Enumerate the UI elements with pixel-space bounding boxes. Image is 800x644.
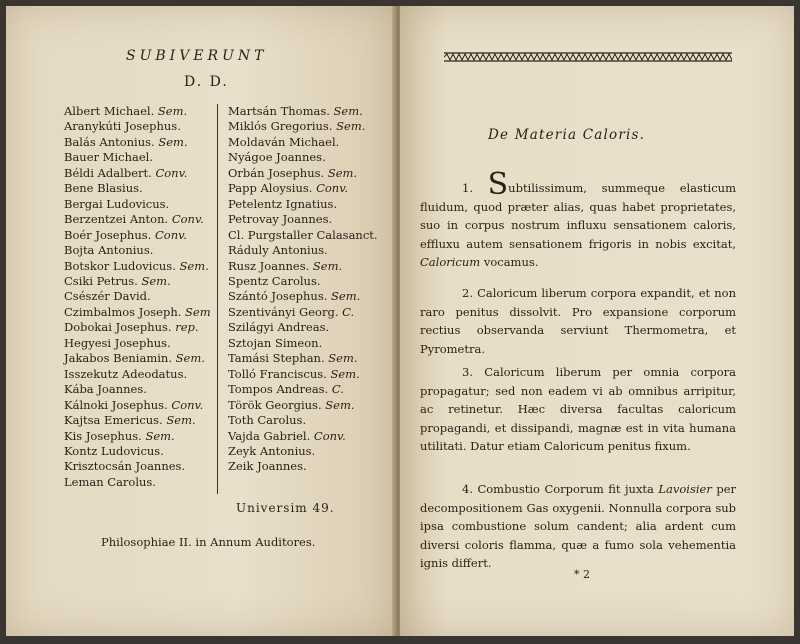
list-item bbox=[64, 119, 211, 134]
name-text: Miklós Gregorius. bbox=[228, 119, 333, 134]
list-item bbox=[64, 398, 211, 413]
status-tag: Sem. bbox=[336, 119, 366, 134]
name-text: Dobokai Josephus. bbox=[64, 320, 172, 335]
list-item bbox=[64, 305, 211, 320]
list-item bbox=[64, 475, 211, 490]
list-item bbox=[64, 382, 211, 397]
list-item bbox=[64, 228, 211, 243]
list-item bbox=[64, 289, 211, 304]
list-item bbox=[64, 212, 211, 227]
name-text: Balás Antonius. bbox=[64, 134, 155, 149]
list-item bbox=[228, 305, 378, 320]
list-item bbox=[64, 336, 211, 351]
name-text: Spentz Carolus. bbox=[228, 273, 321, 288]
name-text: Ráduly Antonius. bbox=[228, 243, 328, 258]
status-tag: Sem. bbox=[333, 104, 363, 118]
name-text: Moldaván Michael. bbox=[228, 134, 340, 149]
paragraph-4-number: 4. bbox=[462, 482, 473, 496]
drop-cap: S bbox=[487, 167, 509, 202]
name-text: Szentiványi Georg. bbox=[228, 304, 339, 319]
name-text: Nyágoe Joannes. bbox=[228, 150, 326, 165]
paragraph-2-number: 2. bbox=[462, 286, 473, 300]
name-text: Kis Josephus. bbox=[64, 428, 142, 443]
list-item bbox=[64, 135, 211, 150]
name-text: Bene Blasius. bbox=[64, 181, 143, 196]
name-text: Papp Aloysius. bbox=[228, 181, 313, 196]
paragraph-2 bbox=[420, 284, 736, 358]
name-text: Toth Carolus. bbox=[228, 413, 307, 428]
status-tag: Conv. bbox=[313, 428, 346, 443]
list-item bbox=[228, 197, 378, 212]
name-text: Cl. Purgstaller Calasanct. bbox=[228, 227, 378, 242]
name-text: Berzentzei Anton. bbox=[64, 212, 169, 227]
section-heading: De Materia Caloris. bbox=[488, 127, 646, 143]
name-text: Jakabos Beniamin. bbox=[64, 351, 172, 366]
paragraph-4-italic: Lavoisier bbox=[658, 482, 712, 496]
status-tag: Sem. bbox=[175, 351, 205, 366]
name-text: Szilágyi Andreas. bbox=[228, 320, 330, 335]
paragraph-3-text: Caloricum liberum per omnia corpora propagatur; sed non eadem vi ab omnibus arripitur, ac retinetur. Hæc diversa facultas caloricum propagandi, et dissipandi, magnæ est in vita humana utilitati. Datur etiam Caloricum penitus fixum. bbox=[420, 365, 736, 453]
paragraph-2-text: Caloricum liberum corpora expandit, et non raro penitus dissolvit. Pro expansione corporum rectius observanda serviunt Thermometra, et Pyrometra. bbox=[420, 286, 736, 356]
name-text: Zeik Joannes. bbox=[228, 459, 307, 474]
name-text: Martsán Thomas. bbox=[228, 104, 330, 118]
list-item bbox=[64, 274, 211, 289]
status-tag: Sem. bbox=[179, 258, 209, 273]
list-item bbox=[228, 259, 378, 274]
list-item bbox=[228, 119, 378, 134]
name-text: Aranykúti Josephus. bbox=[64, 119, 181, 134]
name-text: Tamási Stephan. bbox=[228, 351, 325, 366]
names-column-right bbox=[228, 104, 378, 475]
list-item bbox=[228, 429, 378, 444]
status-tag: Conv. bbox=[171, 212, 204, 227]
name-text: Vajda Gabriel. bbox=[228, 428, 311, 443]
name-text: Czimbalmos Joseph. bbox=[64, 304, 182, 319]
name-text: Bergai Ludovicus. bbox=[64, 196, 170, 211]
list-item bbox=[228, 181, 378, 196]
list-item bbox=[228, 413, 378, 428]
list-item bbox=[228, 135, 378, 150]
status-tag: Sem. bbox=[327, 165, 358, 180]
list-item bbox=[228, 166, 378, 181]
paragraph-1-italic: Caloricum bbox=[420, 255, 481, 269]
name-text: Petelentz Ignatius. bbox=[228, 196, 338, 211]
total-count: Universim 49. bbox=[236, 501, 335, 515]
list-item bbox=[228, 150, 378, 165]
list-title: SUBIVERUNT bbox=[126, 48, 268, 64]
list-item bbox=[64, 259, 211, 274]
status-tag: Sem. bbox=[331, 289, 361, 304]
name-text: Orbán Josephus. bbox=[228, 165, 325, 180]
list-item bbox=[228, 243, 378, 258]
paragraph-3 bbox=[420, 363, 736, 456]
list-item bbox=[228, 289, 378, 304]
status-tag: Conv. bbox=[154, 227, 187, 242]
name-text: Hegyesi Josephus. bbox=[64, 335, 171, 350]
name-text: Bauer Michael. bbox=[64, 150, 153, 165]
name-text: Tompos Andreas. bbox=[228, 382, 329, 397]
signature-mark: * 2 bbox=[574, 568, 590, 581]
list-item bbox=[228, 320, 378, 335]
list-item bbox=[64, 429, 211, 444]
name-text: Török Georgius. bbox=[228, 397, 322, 412]
list-item bbox=[64, 459, 211, 474]
list-item bbox=[228, 459, 378, 474]
list-item bbox=[64, 351, 211, 366]
paragraph-4-end: per decompositionem Gas oxygenii. Nonnulla corpora sub ipsa combustione solum candent; alia ardent cum diversi coloris flamma, quæ a fumo sola vehementia ignis differt. bbox=[420, 482, 737, 570]
list-item bbox=[64, 197, 211, 212]
name-text: Csészér David. bbox=[64, 289, 151, 304]
paragraph-4-text: Combustio Corporum fit juxta bbox=[477, 482, 654, 496]
list-item bbox=[228, 351, 378, 366]
name-text: Kontz Ludovicus. bbox=[64, 443, 164, 458]
status-tag: Sem. bbox=[145, 428, 175, 443]
status-tag: Sem bbox=[185, 304, 211, 319]
status-tag: Sem. bbox=[141, 273, 171, 288]
status-tag: C. bbox=[331, 382, 344, 397]
paragraph-4 bbox=[420, 480, 736, 573]
status-tag: rep. bbox=[175, 320, 199, 335]
column-divider bbox=[217, 104, 218, 494]
list-item bbox=[64, 181, 211, 196]
name-text: Sztojan Simeon. bbox=[228, 335, 323, 350]
name-text: Petrovay Joannes. bbox=[228, 212, 333, 227]
list-item bbox=[228, 336, 378, 351]
status-tag: Sem. bbox=[328, 351, 358, 366]
paragraph-1 bbox=[420, 167, 736, 272]
list-item bbox=[228, 398, 378, 413]
name-text: Rusz Joannes. bbox=[228, 258, 310, 273]
paragraph-1-end: vocamus. bbox=[483, 255, 539, 269]
list-item bbox=[228, 228, 378, 243]
list-item bbox=[228, 212, 378, 227]
list-item bbox=[228, 444, 378, 459]
footer-line: Philosophiae II. in Annum Auditores. bbox=[101, 535, 316, 549]
status-tag: Conv. bbox=[171, 397, 204, 412]
name-text: Tolló Franciscus. bbox=[228, 366, 327, 381]
status-tag: Sem. bbox=[330, 366, 360, 381]
list-item bbox=[64, 320, 211, 335]
name-text: Isszekutz Adeodatus. bbox=[64, 366, 188, 381]
list-item bbox=[64, 367, 211, 382]
status-tag: Sem. bbox=[157, 104, 188, 118]
status-tag: Conv. bbox=[155, 165, 188, 180]
paragraph-3-number: 3. bbox=[462, 365, 473, 379]
name-text: Csiki Petrus. bbox=[64, 273, 138, 288]
name-text: Botskor Ludovicus. bbox=[64, 258, 176, 273]
list-item bbox=[64, 166, 211, 181]
paragraph-1-text: ubtilissimum, summeque elasticum fluidum, quod præter alias, quas habet proprietates, suo in corpus nostrum influxu sensationem caloris, effluxu autem sensationem frigoris in nobis excitat, bbox=[420, 181, 736, 251]
list-item bbox=[228, 274, 378, 289]
name-text: Leman Carolus. bbox=[64, 474, 156, 489]
ornament-rule bbox=[444, 52, 732, 62]
list-subtitle: D. D. bbox=[184, 74, 229, 90]
list-item bbox=[228, 367, 378, 382]
name-text: Zeyk Antonius. bbox=[228, 443, 316, 458]
status-tag: Sem. bbox=[166, 413, 196, 428]
list-item bbox=[64, 413, 211, 428]
status-tag: Sem. bbox=[158, 134, 188, 149]
name-text: Krisztocsán Joannes. bbox=[64, 459, 186, 474]
name-text: Kába Joannes. bbox=[64, 382, 147, 397]
paragraph-1-number: 1. bbox=[462, 181, 473, 195]
names-column-left bbox=[64, 104, 211, 490]
name-text: Béldi Adalbert. bbox=[64, 165, 152, 180]
status-tag: Sem. bbox=[312, 258, 343, 273]
name-text: Kálnoki Josephus. bbox=[64, 397, 168, 412]
name-text: Szántó Josephus. bbox=[228, 289, 328, 304]
name-text: Boér Josephus. bbox=[64, 227, 152, 242]
status-tag: C. bbox=[342, 304, 355, 319]
list-item bbox=[64, 104, 211, 119]
status-tag: Sem. bbox=[325, 397, 355, 412]
status-tag: Conv. bbox=[316, 181, 348, 196]
list-item bbox=[228, 104, 378, 119]
list-item bbox=[228, 382, 378, 397]
list-item bbox=[64, 444, 211, 459]
name-text: Kajtsa Emericus. bbox=[64, 413, 163, 428]
list-item bbox=[64, 150, 211, 165]
list-item bbox=[64, 243, 211, 258]
name-text: Bojta Antonius. bbox=[64, 243, 154, 258]
name-text: Albert Michael. bbox=[64, 104, 155, 118]
